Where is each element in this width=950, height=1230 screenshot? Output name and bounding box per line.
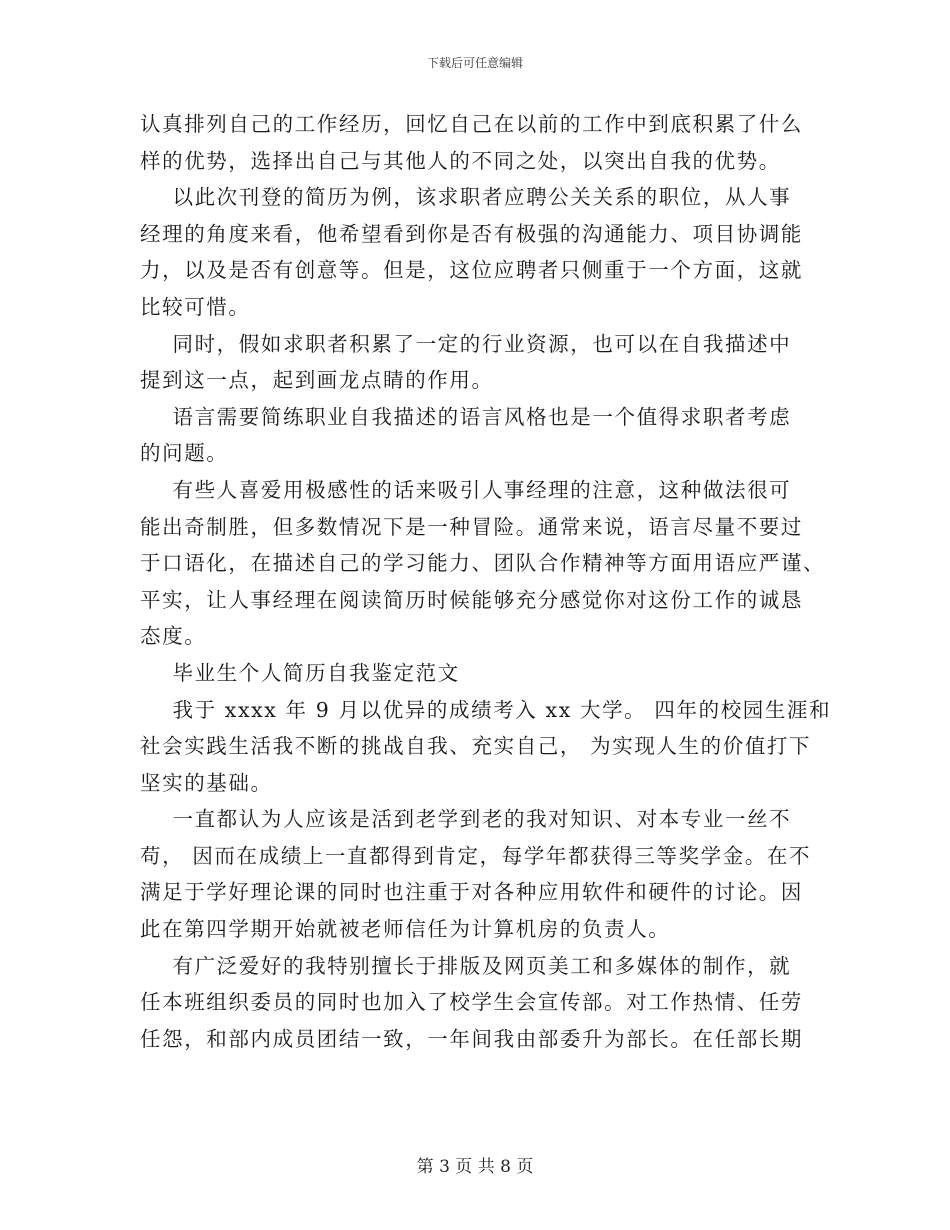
text-line: 有些人喜爱用极感性的话来吸引人事经理的注意，这种做法很可 — [140, 477, 792, 502]
text-line: 比较可惜。 — [140, 294, 251, 319]
text-line: 的问题。 — [140, 441, 229, 466]
text-line: 平实，让人事经理在阅读简历时候能够充分感觉你对这份工作的诚恳 — [140, 587, 803, 612]
text-line: 任怨，和部内成员团结一致，一年间我由部委升为部长。在任部长期 — [140, 1026, 803, 1051]
text-line: 于口语化，在描述自己的学习能力、团队合作精神等方面用语应严谨、 — [140, 551, 826, 576]
page-header: 下载后可任意编辑 — [426, 56, 523, 70]
text-line: 同时，假如求职者积累了一定的行业资源，也可以在自我描述中 — [140, 331, 792, 356]
text-line: 态度。 — [140, 624, 207, 649]
text-line: 样的优势，选择出自己与其他人的不同之处，以突出自我的优势。 — [140, 148, 781, 173]
text-line: 任本班组织委员的同时也加入了校学生会宣传部。对工作热情、任劳 — [140, 990, 803, 1015]
text-line: 经理的角度来看，他希望看到你是否有极强的沟通能力、项目协调能 — [140, 221, 803, 246]
text-line: 坚实的基础。 — [140, 770, 273, 795]
text-line: 能出奇制胜，但多数情况下是一种冒险。通常来说，语言尽量不要过 — [140, 514, 803, 539]
text-line: 我于 xxxx 年 9 月以优异的成绩考入 xx 大学。 四年的校园生涯和 — [140, 697, 832, 722]
text-line: 此在第四学期开始就被老师信任为计算机房的负责人。 — [140, 917, 671, 942]
text-line: 力，以及是否有创意等。但是，这位应聘者只侧重于一个方面，这就 — [140, 258, 803, 283]
text-line: 毕业生个人简历自我鉴定范文 — [140, 660, 460, 685]
document-body — [140, 106, 832, 1057]
text-line: 有广泛爱好的我特别擅长于排版及网页美工和多媒体的制作，就 — [140, 953, 792, 978]
text-line: 满足于学好理论课的同时也注重于对各种应用软件和硬件的讨论。因 — [140, 880, 803, 905]
text-line: 苟， 因而在成绩上一直都得到肯定，每学年都获得三等奖学金。在不 — [140, 843, 812, 868]
text-line: 一直都认为人应该是活到老学到老的我对知识、对本专业一丝不 — [140, 807, 792, 832]
text-line: 认真排列自己的工作经历，回忆自己在以前的工作中到底积累了什么 — [140, 112, 803, 136]
page-footer: 第 3 页 共 8 页 — [416, 1157, 534, 1177]
text-line: 语言需要简练职业自我描述的语言风格也是一个值得求职者考虑 — [140, 404, 792, 429]
text-line: 提到这一点，起到画龙点睛的作用。 — [140, 368, 494, 393]
text-line: 以此次刊登的简历为例，该求职者应聘公关关系的职位，从人事 — [140, 185, 792, 210]
text-line: 社会实践生活我不断的挑战自我、充实自己， 为实现人生的价值打下 — [140, 734, 812, 759]
